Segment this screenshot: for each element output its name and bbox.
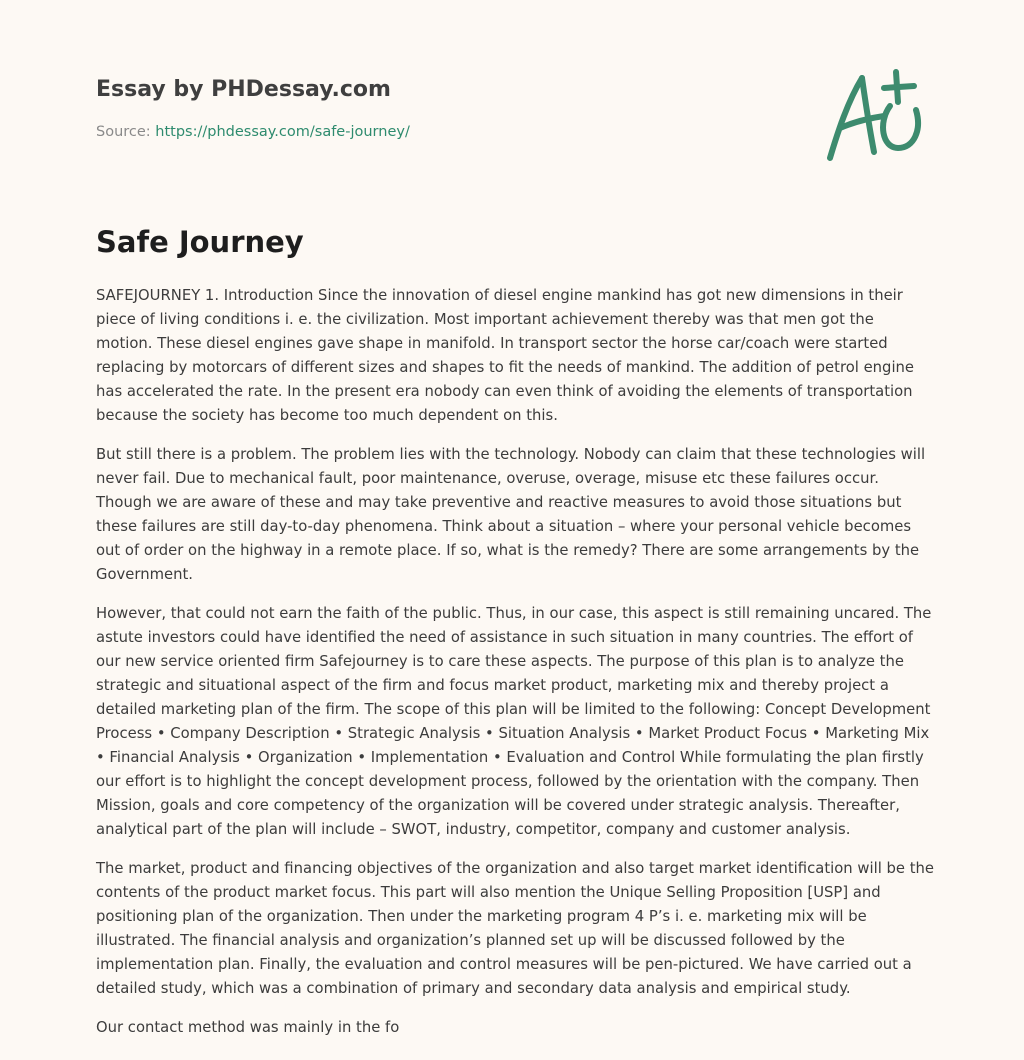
essay-title: Safe Journey (96, 225, 304, 259)
essay-paragraph: The market, product and financing objectives of the organization and also target market identification will be the contents of the product market focus. This part will also mention the Unique Selling Proposition [USP] and positioning plan of the organization. Then under the marketing program 4 P’s i. e. marketing mix will be illustrated. The financial analysis and organization’s planned set up will be discussed followed by the implementation plan. Finally, the evaluation and control measures will be pen-pictured. We have carried out a detailed study, which was a combination of primary and secondary data analysis and empirical study. (96, 860, 934, 997)
essay-body (96, 284, 934, 1055)
essay-paragraph: However, that could not earn the faith of the public. Thus, in our case, this aspect is still remaining uncared. The astute investors could have identified the need of assistance in such situation in many countries. The effort of our new service oriented firm Safejourney is to care these aspects. The purpose of this plan is to analyze the strategic and situational aspect of the firm and focus market product, marketing mix and thereby project a detailed marketing plan of the firm. The scope of this plan will be limited to the following: Concept Development Process • Company Description • Strategic Analysis • Situation Analysis • Market Product Focus • Marketing Mix • Financial Analysis • Organization • Implementation • Evaluation and Control While formulating the plan firstly our effort is to highlight the concept development process, followed by the orientation with the company. Then Mission, goals and core competency of the organization will be covered under strategic analysis. Thereafter, analytical part of the plan will include – SWOT, industry, competitor, company and customer analysis. (96, 605, 932, 838)
source-label: Source: (96, 124, 156, 140)
a-plus-logo-icon (818, 66, 928, 166)
essay-paragraph: Our contact method was mainly in the fo (96, 1019, 400, 1036)
essay-paragraph: SAFEJOURNEY 1. Introduction Since the innovation of diesel engine mankind has got new dimensions in their piece of living conditions i. e. the civilization. Most important achievement thereby was that men got the motion. These diesel engines gave shape in manifold. In transport sector the horse car/coach were started replacing by motorcars of different sizes and shapes to fit the needs of mankind. The addition of petrol engine has accelerated the rate. In the present era nobody can even think of avoiding the elements of transportation because the society has become too much dependent on this. (96, 287, 915, 424)
essay-paragraph: But still there is a problem. The problem lies with the technology. Nobody can claim that these technologies will never fail. Due to mechanical fault, poor maintenance, overuse, overage, misuse etc these failures occur. Though we are aware of these and may take preventive and reactive measures to avoid those situations but these failures are still day-to-day phenomena. Think about a situation – where your personal vehicle becomes out of order on the highway in a remote place. If so, what is the remedy? There are some arrangements by the Government. (96, 446, 926, 583)
source-line (96, 124, 410, 140)
source-link[interactable]: https://phdessay.com/safe-journey/ (155, 124, 410, 140)
site-brand: Essay by PHDessay.com (96, 77, 391, 102)
